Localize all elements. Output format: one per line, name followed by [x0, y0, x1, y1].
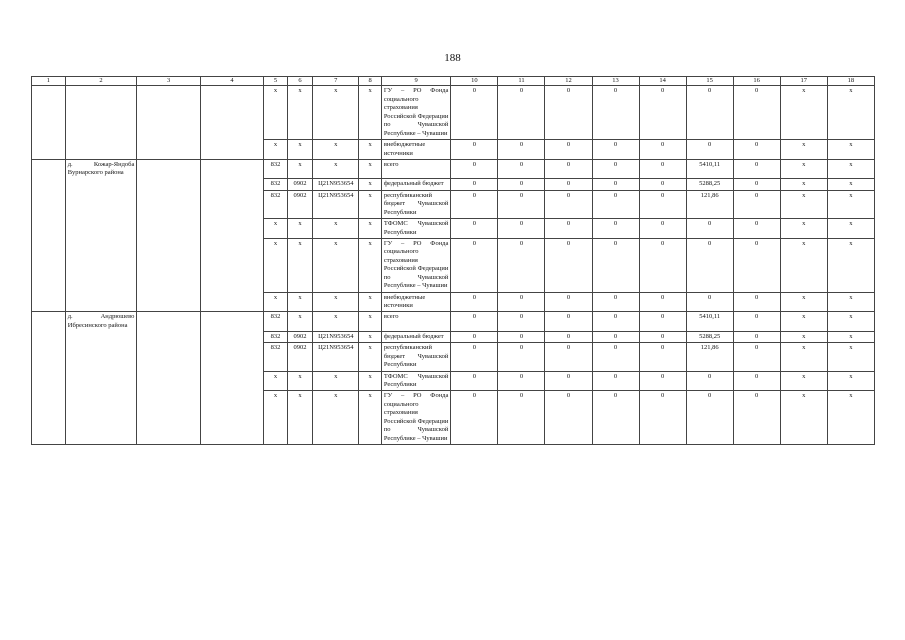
funding-source-cell: ТФОМС Чувашской Республики: [381, 371, 451, 391]
value-cell: 0: [545, 159, 592, 178]
value-cell: 0: [639, 190, 686, 218]
value-cell: x: [827, 86, 874, 140]
value-cell: 0: [592, 312, 639, 331]
code-cell: Ц21N953654: [313, 343, 359, 371]
value-cell: x: [780, 179, 827, 190]
value-cell: 0: [733, 312, 780, 331]
value-cell: 0: [545, 179, 592, 190]
code-cell: x: [359, 312, 382, 331]
empty-cell: [137, 371, 200, 391]
funding-source-cell: ГУ – РО Фонда социального страхования Российской Федерации по Чувашской Республике – Чувашии: [381, 238, 451, 292]
code-cell: x: [313, 140, 359, 160]
empty-cell: [200, 179, 263, 190]
code-cell: 0902: [287, 190, 313, 218]
value-cell: x: [827, 140, 874, 160]
empty-cell: [137, 179, 200, 190]
code-cell: x: [264, 391, 288, 445]
table-row: [32, 331, 875, 342]
value-cell: 0: [592, 86, 639, 140]
value-cell: 0: [451, 140, 498, 160]
location-cell: [65, 391, 137, 445]
code-cell: x: [359, 179, 382, 190]
value-cell: 0: [545, 331, 592, 342]
empty-cell: [200, 391, 263, 445]
location-cell: [65, 343, 137, 371]
value-cell: 0: [733, 190, 780, 218]
value-cell: 0: [592, 371, 639, 391]
value-cell: 0: [498, 190, 545, 218]
value-cell: 0: [592, 292, 639, 312]
table-row: [32, 391, 875, 445]
value-cell: 0: [451, 179, 498, 190]
value-cell: 0: [545, 371, 592, 391]
funding-source-cell: федеральный бюджет: [381, 179, 451, 190]
code-cell: Ц21N953654: [313, 331, 359, 342]
location-cell: [65, 292, 137, 312]
value-cell: 0: [639, 179, 686, 190]
code-cell: 832: [264, 312, 288, 331]
header-cell: 17: [780, 77, 827, 86]
code-cell: x: [359, 219, 382, 239]
value-cell: x: [827, 312, 874, 331]
location-cell: [65, 140, 137, 160]
empty-cell: [137, 140, 200, 160]
location-cell: [65, 371, 137, 391]
value-cell: x: [780, 292, 827, 312]
code-cell: x: [287, 140, 313, 160]
location-cell: д. Кожар-Яндоба Вурнарского района: [65, 159, 137, 178]
code-cell: x: [313, 391, 359, 445]
header-cell: 18: [827, 77, 874, 86]
code-cell: x: [287, 159, 313, 178]
table-row: [32, 179, 875, 190]
empty-cell: [32, 391, 66, 445]
empty-cell: [200, 371, 263, 391]
value-cell: 0: [451, 371, 498, 391]
value-cell: 5288,25: [686, 179, 733, 190]
empty-cell: [32, 179, 66, 190]
empty-cell: [32, 190, 66, 218]
value-cell: 0: [592, 159, 639, 178]
value-cell: x: [780, 190, 827, 218]
location-cell: [65, 219, 137, 239]
header-cell: 10: [451, 77, 498, 86]
value-cell: 0: [733, 331, 780, 342]
code-cell: 832: [264, 343, 288, 371]
value-cell: 5410,11: [686, 312, 733, 331]
location-cell: [65, 179, 137, 190]
code-cell: x: [359, 343, 382, 371]
header-cell: 15: [686, 77, 733, 86]
header-cell: 13: [592, 77, 639, 86]
value-cell: 0: [733, 391, 780, 445]
value-cell: 0: [592, 190, 639, 218]
value-cell: 0: [451, 238, 498, 292]
value-cell: 0: [451, 391, 498, 445]
value-cell: 0: [498, 238, 545, 292]
code-cell: x: [287, 312, 313, 331]
value-cell: x: [827, 371, 874, 391]
empty-cell: [32, 371, 66, 391]
value-cell: 0: [733, 179, 780, 190]
value-cell: 0: [686, 292, 733, 312]
value-cell: 0: [639, 371, 686, 391]
value-cell: 0: [451, 292, 498, 312]
code-cell: x: [287, 86, 313, 140]
location-cell: [65, 238, 137, 292]
header-cell: 3: [137, 77, 200, 86]
value-cell: 0: [639, 86, 686, 140]
value-cell: 0: [592, 140, 639, 160]
value-cell: 0: [592, 238, 639, 292]
value-cell: 0: [451, 159, 498, 178]
value-cell: 0: [498, 159, 545, 178]
empty-cell: [137, 190, 200, 218]
empty-cell: [32, 343, 66, 371]
empty-cell: [137, 86, 200, 140]
value-cell: 121,86: [686, 190, 733, 218]
code-cell: x: [264, 371, 288, 391]
funding-source-cell: ТФОМС Чувашской Республики: [381, 219, 451, 239]
code-cell: x: [287, 371, 313, 391]
value-cell: 0: [686, 219, 733, 239]
value-cell: 0: [451, 312, 498, 331]
code-cell: x: [359, 371, 382, 391]
value-cell: 0: [451, 190, 498, 218]
funding-source-cell: республиканский бюджет Чувашской Республики: [381, 190, 451, 218]
value-cell: 0: [451, 331, 498, 342]
funding-source-cell: ГУ – РО Фонда социального страхования Российской Федерации по Чувашской Республике – Чувашии: [381, 391, 451, 445]
code-cell: x: [313, 371, 359, 391]
value-cell: 0: [639, 159, 686, 178]
header-cell: 9: [381, 77, 451, 86]
empty-cell: [200, 292, 263, 312]
value-cell: 0: [545, 86, 592, 140]
value-cell: 0: [545, 292, 592, 312]
table-row: [32, 159, 875, 178]
header-cell: 12: [545, 77, 592, 86]
value-cell: x: [827, 190, 874, 218]
empty-cell: [200, 238, 263, 292]
header-cell: 11: [498, 77, 545, 86]
header-cell: 1: [32, 77, 66, 86]
funding-source-cell: всего: [381, 159, 451, 178]
code-cell: x: [359, 238, 382, 292]
value-cell: 0: [733, 292, 780, 312]
value-cell: 0: [686, 238, 733, 292]
value-cell: 0: [498, 179, 545, 190]
code-cell: x: [359, 86, 382, 140]
empty-cell: [200, 86, 263, 140]
value-cell: 0: [451, 86, 498, 140]
code-cell: 832: [264, 331, 288, 342]
value-cell: 0: [545, 312, 592, 331]
code-cell: x: [287, 219, 313, 239]
value-cell: 0: [498, 86, 545, 140]
table-row: [32, 312, 875, 331]
empty-cell: [200, 219, 263, 239]
value-cell: 0: [592, 343, 639, 371]
value-cell: 0: [686, 391, 733, 445]
code-cell: x: [313, 292, 359, 312]
header-cell: 4: [200, 77, 263, 86]
funding-source-cell: внебюджетные источники: [381, 140, 451, 160]
empty-cell: [137, 159, 200, 178]
value-cell: x: [780, 312, 827, 331]
value-cell: 0: [733, 140, 780, 160]
value-cell: x: [827, 219, 874, 239]
empty-cell: [137, 331, 200, 342]
empty-cell: [137, 343, 200, 371]
value-cell: 0: [592, 391, 639, 445]
value-cell: 0: [498, 140, 545, 160]
empty-cell: [137, 219, 200, 239]
code-cell: x: [313, 312, 359, 331]
value-cell: x: [827, 331, 874, 342]
empty-cell: [200, 190, 263, 218]
table-row: [32, 238, 875, 292]
empty-cell: [137, 292, 200, 312]
empty-cell: [200, 331, 263, 342]
code-cell: x: [264, 292, 288, 312]
value-cell: 0: [545, 219, 592, 239]
funding-source-cell: федеральный бюджет: [381, 331, 451, 342]
code-cell: x: [359, 292, 382, 312]
value-cell: 0: [451, 343, 498, 371]
value-cell: x: [780, 159, 827, 178]
code-cell: x: [264, 140, 288, 160]
value-cell: 0: [686, 371, 733, 391]
value-cell: x: [827, 179, 874, 190]
funding-source-cell: республиканский бюджет Чувашской Республики: [381, 343, 451, 371]
value-cell: x: [827, 159, 874, 178]
code-cell: x: [264, 219, 288, 239]
header-cell: 8: [359, 77, 382, 86]
empty-cell: [32, 292, 66, 312]
code-cell: x: [287, 292, 313, 312]
code-cell: x: [313, 219, 359, 239]
table-row: [32, 86, 875, 140]
code-cell: x: [359, 331, 382, 342]
value-cell: 0: [592, 331, 639, 342]
value-cell: x: [827, 343, 874, 371]
code-cell: 0902: [287, 343, 313, 371]
location-cell: [65, 331, 137, 342]
value-cell: 0: [545, 190, 592, 218]
value-cell: 0: [545, 238, 592, 292]
code-cell: x: [313, 159, 359, 178]
value-cell: 0: [498, 391, 545, 445]
empty-cell: [200, 343, 263, 371]
location-cell: [65, 190, 137, 218]
value-cell: 0: [498, 219, 545, 239]
value-cell: 0: [639, 391, 686, 445]
code-cell: 832: [264, 159, 288, 178]
value-cell: x: [780, 391, 827, 445]
value-cell: 0: [498, 331, 545, 342]
value-cell: x: [827, 391, 874, 445]
value-cell: 0: [733, 371, 780, 391]
value-cell: 0: [639, 343, 686, 371]
code-cell: x: [287, 391, 313, 445]
empty-cell: [200, 312, 263, 331]
code-cell: x: [359, 140, 382, 160]
value-cell: 0: [686, 140, 733, 160]
table-row: [32, 140, 875, 160]
value-cell: 0: [733, 343, 780, 371]
header-cell: 6: [287, 77, 313, 86]
code-cell: x: [313, 238, 359, 292]
location-cell: [65, 86, 137, 140]
page-number: 188: [444, 52, 461, 64]
empty-cell: [137, 391, 200, 445]
code-cell: x: [313, 86, 359, 140]
value-cell: 0: [451, 219, 498, 239]
code-cell: 832: [264, 190, 288, 218]
empty-cell: [200, 159, 263, 178]
budget-table: [31, 76, 875, 445]
value-cell: x: [780, 219, 827, 239]
code-cell: Ц21N953654: [313, 179, 359, 190]
table-row: [32, 371, 875, 391]
funding-source-cell: ГУ – РО Фонда социального страхования Российской Федерации по Чувашской Республике – Чувашии: [381, 86, 451, 140]
value-cell: 0: [639, 292, 686, 312]
code-cell: 0902: [287, 331, 313, 342]
empty-cell: [32, 140, 66, 160]
empty-cell: [32, 238, 66, 292]
value-cell: 0: [639, 331, 686, 342]
value-cell: x: [827, 238, 874, 292]
empty-cell: [32, 86, 66, 140]
value-cell: 0: [733, 159, 780, 178]
header-cell: 14: [639, 77, 686, 86]
code-cell: 0902: [287, 179, 313, 190]
value-cell: 0: [639, 312, 686, 331]
empty-cell: [32, 331, 66, 342]
empty-cell: [32, 219, 66, 239]
value-cell: 0: [498, 343, 545, 371]
empty-cell: [200, 140, 263, 160]
value-cell: x: [780, 86, 827, 140]
empty-cell: [32, 312, 66, 331]
table-row: [32, 190, 875, 218]
code-cell: x: [359, 391, 382, 445]
value-cell: x: [780, 371, 827, 391]
value-cell: 0: [639, 219, 686, 239]
table-row: [32, 292, 875, 312]
value-cell: 5410,11: [686, 159, 733, 178]
header-cell: 7: [313, 77, 359, 86]
code-cell: x: [264, 86, 288, 140]
value-cell: 0: [733, 86, 780, 140]
funding-source-cell: внебюджетные источники: [381, 292, 451, 312]
value-cell: 0: [498, 292, 545, 312]
table-row: [32, 343, 875, 371]
code-cell: x: [264, 238, 288, 292]
location-cell: д. Андрюшево Ибресинского района: [65, 312, 137, 331]
value-cell: x: [827, 292, 874, 312]
value-cell: 0: [639, 238, 686, 292]
table-row: [32, 219, 875, 239]
code-cell: x: [359, 190, 382, 218]
header-cell: 16: [733, 77, 780, 86]
value-cell: 121,86: [686, 343, 733, 371]
value-cell: 0: [733, 238, 780, 292]
value-cell: 0: [545, 343, 592, 371]
value-cell: 0: [733, 219, 780, 239]
empty-cell: [137, 312, 200, 331]
value-cell: 0: [498, 312, 545, 331]
value-cell: x: [780, 343, 827, 371]
code-cell: Ц21N953654: [313, 190, 359, 218]
value-cell: 5288,25: [686, 331, 733, 342]
value-cell: x: [780, 238, 827, 292]
empty-cell: [32, 159, 66, 178]
value-cell: 0: [545, 140, 592, 160]
value-cell: x: [780, 140, 827, 160]
funding-source-cell: всего: [381, 312, 451, 331]
value-cell: 0: [639, 140, 686, 160]
value-cell: 0: [498, 371, 545, 391]
empty-cell: [137, 238, 200, 292]
code-cell: 832: [264, 179, 288, 190]
value-cell: 0: [686, 86, 733, 140]
code-cell: x: [287, 238, 313, 292]
value-cell: x: [780, 331, 827, 342]
value-cell: 0: [592, 179, 639, 190]
code-cell: x: [359, 159, 382, 178]
value-cell: 0: [545, 391, 592, 445]
header-cell: 2: [65, 77, 137, 86]
header-cell: 5: [264, 77, 288, 86]
header-row: [32, 77, 875, 86]
value-cell: 0: [592, 219, 639, 239]
